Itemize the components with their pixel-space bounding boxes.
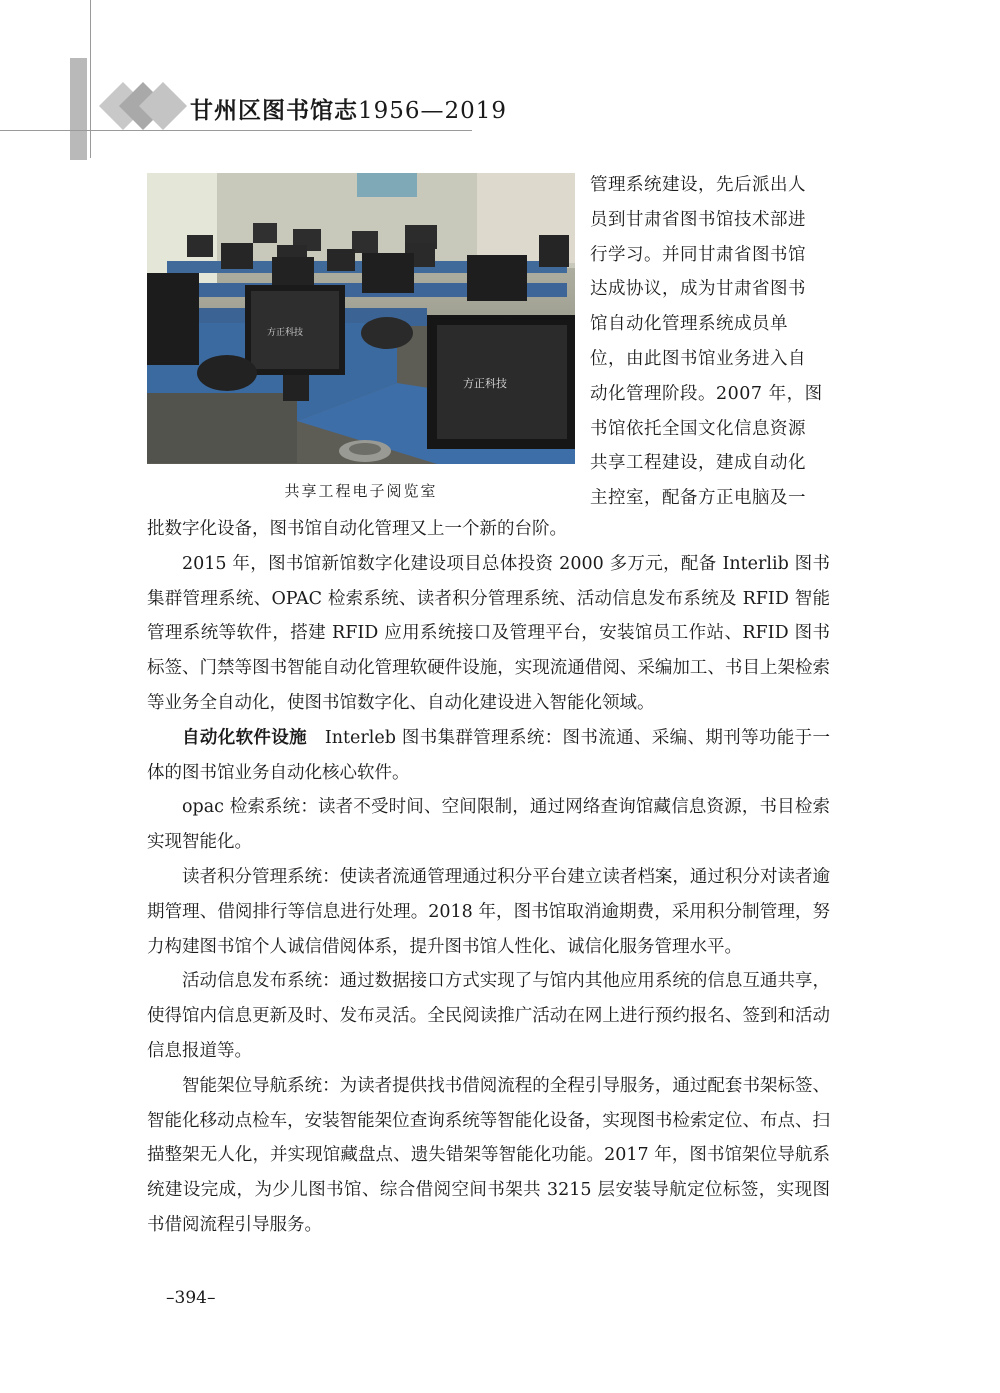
text-line: 共享工程建设，建成自动化 bbox=[590, 453, 806, 474]
page-number: –394– bbox=[166, 1288, 216, 1308]
paragraph: 读者积分管理系统：使读者流通管理通过积分平台建立读者档案，通过积分对读者逾期管理、借阅排行等信息进行处理。2018 年，图书馆取消逾期费，采用积分制管理，努力构建图书馆个人诚信借阅体系，提升图书馆人性化、诚信化服务管理水平。 bbox=[147, 866, 830, 957]
photo-illustration bbox=[147, 173, 575, 464]
figure-caption: 共享工程电子阅览室 bbox=[284, 482, 438, 500]
text-line: 管理系统建设，先后派出人 bbox=[590, 175, 806, 195]
section-heading: 自动化软件设施 bbox=[182, 727, 307, 748]
text-line: 主控室，配备方正电脑及一 bbox=[590, 488, 806, 509]
text-line: 行学习。并同甘肃省图书馆 bbox=[590, 244, 806, 265]
body-text bbox=[147, 512, 830, 1243]
paragraph-text: Interleb 图书集群管理系统：图书流通、采编、期刊等功能于一体的图书馆业务自动化核心软件。 bbox=[147, 727, 831, 783]
text-line: 馆自动化管理系统成员单 bbox=[590, 314, 788, 335]
paragraph: 智能架位导航系统：为读者提供找书借阅流程的全程引导服务，通过配套书架标签、智能化移动点检车，安装智能架位查询系统等智能化设备，实现图书检索定位、布点、扫描整架无人化，并实现馆藏盘点、遗失错架等智能化功能。2017 年，图书馆架位导航系统建设完成，为少儿图书馆、综合借阅空间书架共 3215 层安装导航定位标签，实现图书借阅流程引导服务。 bbox=[147, 1075, 830, 1235]
book-title: 甘州区图书馆志 bbox=[190, 97, 358, 124]
header-gray-bar bbox=[70, 58, 87, 160]
monitor-logo-text: 方正科技 bbox=[463, 377, 507, 390]
paragraph bbox=[147, 721, 830, 791]
paragraph: 批数字化设备，图书馆自动化管理又上一个新的台阶。 bbox=[147, 519, 567, 539]
monitor-logo-text: 方正科技 bbox=[267, 328, 304, 338]
wrap-text-column bbox=[590, 168, 830, 516]
paragraph: opac 检索系统：读者不受时间、空间限制，通过网络查询馆藏信息资源，书目检索实现智能化。 bbox=[147, 797, 830, 853]
text-line: 书馆依托全国文化信息资源 bbox=[590, 418, 806, 439]
text-line: 员到甘肃省图书馆技术部进 bbox=[590, 209, 806, 230]
running-header bbox=[190, 92, 507, 125]
text-line: 动化管理阶段。2007 年，图 bbox=[590, 383, 823, 404]
text-line: 达成协议，成为甘肃省图书 bbox=[590, 279, 806, 300]
paragraph: 活动信息发布系统：通过数据接口方式实现了与馆内其他应用系统的信息互通共享，使得馆内信息更新及时、发布灵活。全民阅读推广活动在网上进行预约报名、签到和活动信息报道等。 bbox=[147, 971, 830, 1061]
reading-room-photo bbox=[147, 173, 575, 464]
paragraph: 2015 年，图书馆新馆数字化建设项目总体投资 2000 多万元，配备 Interlib 图书集群管理系统、OPAC 检索系统、读者积分管理系统、活动信息发布系统及 RFID 智能管理系统等软件，搭建 RFID 应用系统接口及管理平台，安装馆员工作站、RFID 图书标签、门禁等图书智能自动化管理软硬件设施，实现流通借阅、采编加工、书目上架检索等业务全自动化，使图书馆数字化、自动化建设进入智能化领域。 bbox=[147, 553, 830, 713]
text-line: 位，由此图书馆业务进入自 bbox=[590, 348, 806, 369]
header-rule bbox=[0, 130, 472, 131]
margin-vertical-rule bbox=[90, 0, 91, 158]
book-years: 1956—2019 bbox=[358, 98, 508, 124]
